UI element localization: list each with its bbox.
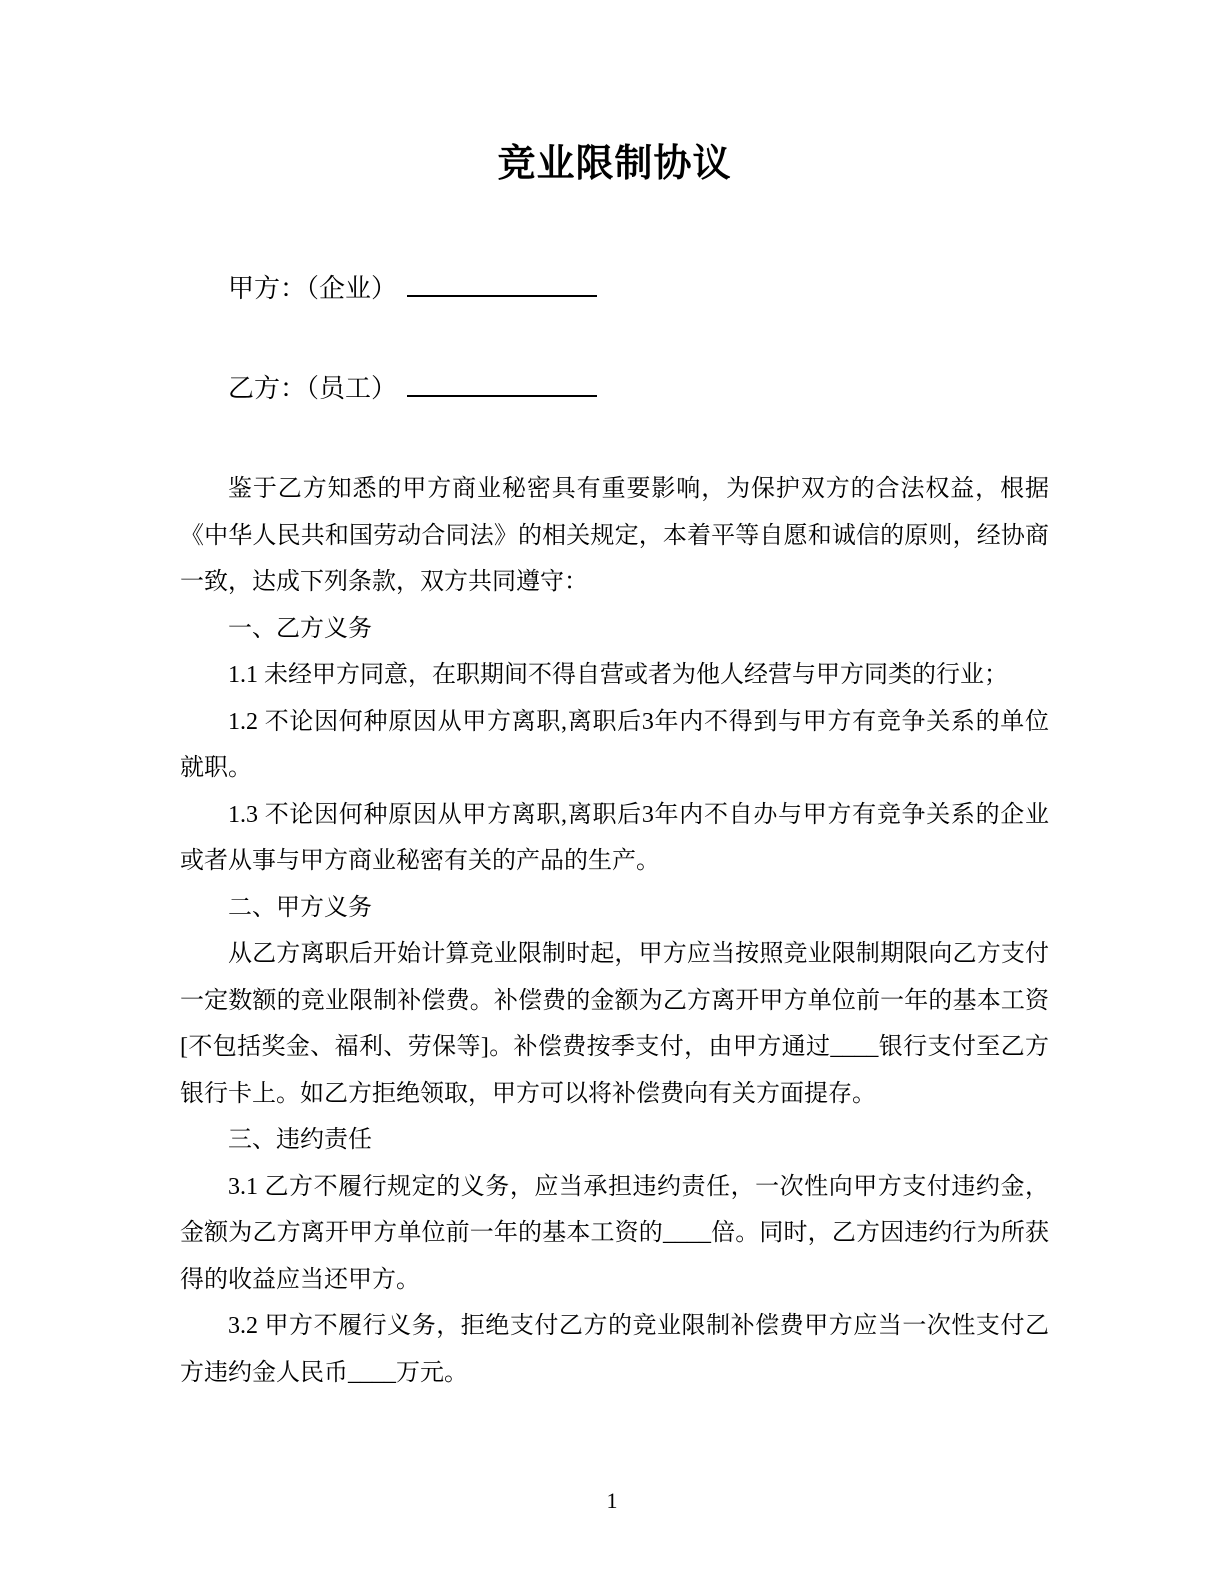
- party-a-label: 甲方：（企业）: [228, 274, 398, 303]
- clause-1-3: 1.3 不论因何种原因从甲方离职,离职后3年内不自办与甲方有竞争关系的企业或者从事与甲方商业秘密有关的产品的生产。: [180, 801, 1049, 874]
- preamble-paragraph: 鉴于乙方知悉的甲方商业秘密具有重要影响，为保护双方的合法权益，根据《中华人民共和国劳动合同法》的相关规定，本着平等自愿和诚信的原则，经协商一致，达成下列条款，双方共同遵守：: [180, 476, 1049, 595]
- party-b-line: [180, 366, 1049, 412]
- section-3-heading: 三、违约责任: [228, 1127, 372, 1153]
- clause-1-2: 1.2 不论因何种原因从甲方离职,离职后3年内不得到与甲方有竞争关系的单位就职。: [180, 708, 1049, 781]
- clause-1-1: 1.1 未经甲方同意，在职期间不得自营或者为他人经营与甲方同类的行业；: [228, 662, 1008, 688]
- page-number: 1: [606, 1488, 618, 1513]
- section-2-body: 从乙方离职后开始计算竞业限制时起，甲方应当按照竞业限制期限向乙方支付一定数额的竞业限制补偿费。补偿费的金额为乙方离开甲方单位前一年的基本工资[不包括奖金、福利、劳保等]。补偿费按季支付，由甲方通过____银行支付至乙方银行卡上。如乙方拒绝领取，甲方可以将补偿费向有关方面提存。: [180, 941, 1049, 1107]
- section-1-heading: 一、乙方义务: [228, 615, 372, 642]
- party-a-line: [180, 266, 1049, 312]
- clause-3-1: 3.1 乙方不履行规定的义务，应当承担违约责任，一次性向甲方支付违约金，金额为乙方离开甲方单位前一年的基本工资的____倍。同时，乙方因违约行为所获得的收益应当还甲方。: [180, 1173, 1049, 1293]
- section-2-heading: 二、甲方义务: [228, 894, 372, 921]
- party-b-label: 乙方：（员工）: [228, 374, 398, 403]
- clause-3-2: 3.2 甲方不履行义务，拒绝支付乙方的竞业限制补偿费甲方应当一次性支付乙方违约金人民币____万元。: [180, 1313, 1049, 1386]
- document-title: 竞业限制协议: [497, 143, 732, 185]
- party-b-blank-line: [407, 371, 597, 397]
- party-a-blank-line: [407, 271, 597, 297]
- document-body: [180, 466, 1049, 1396]
